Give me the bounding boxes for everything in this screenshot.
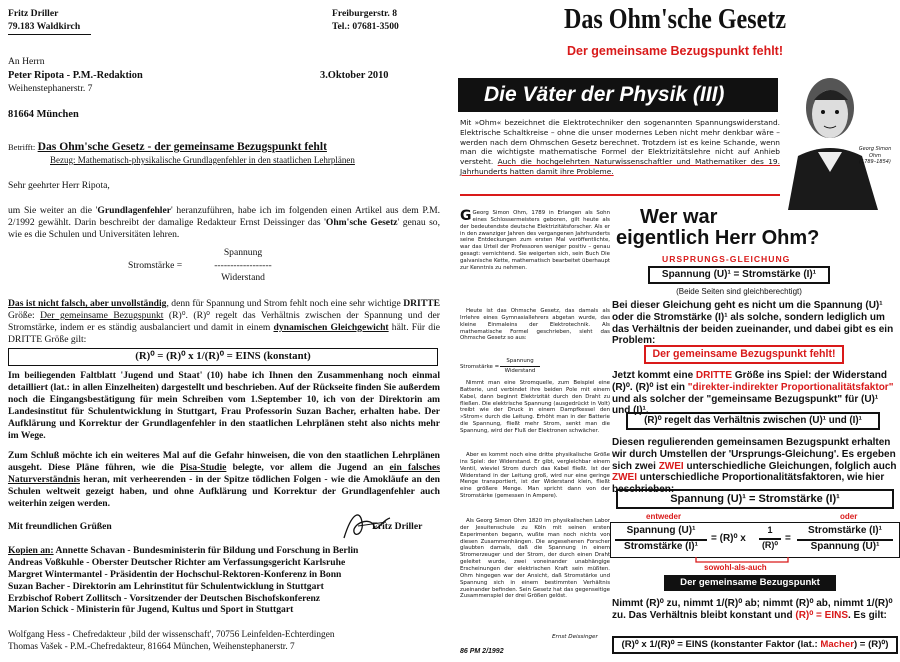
column-paragraph: G Georg Simon Ohm, 1789 in Erlangen als Sohn eines Schlossermeisters geboren, gilt heute als der bedeutendste deutsche Elektrizitätsforscher. Als er in den zwanziger Jahren des vergangenen Jahrhunderts seine Entdeckungen zum ersten Mal veröffentlichte, war das Urteil der Professoren weniger positiv – genau gesagt: vernichtend. Sie weigerten sich, sein Buch Die galvanische Kette, mathematisch bearbeitet überhaupt zur Kenntnis zu nehmen. [460,208,610,271]
footer-line: Wolfgang Hess - Chefredakteur ‚bild der wissenschaft', 70756 Leinfelden-Echterdingen [8,630,335,640]
fraction-equation-box: Spannung (U)¹ Stromstärke (I)¹ = (R)⁰ x 1 (R)⁰ = Stromstärke (I)¹ Spannung (U)¹ [610,522,900,558]
label-either: entweder [646,512,682,521]
closing: Mit freundlichen Grüßen [8,521,112,532]
label-both: sowohl-als-auch [704,563,767,572]
equation-box-2: Spannung (U)¹ = Stromstärke (I)¹ [616,489,894,509]
paragraph-third-quantity: Das ist nicht falsch, aber unvollständig, denn für Spannung und Strom fehlt noch eine sehr wichtige DRITTE Größe: Der gemeinsame Bezugspunkt (R)⁰. (R)⁰ regelt das Verhältnis zwischen der Spannung und der Stromstärke, indem er es ständig ausbalanciert und damit in einem dynamischen Gleichgewicht hält. Für die DRITTE Größe gilt: [8,298,441,345]
article-intro: Mit »Ohm« bezeichnet die Elektrotechniker den sogenannten Spannungswiderstand. Elektrische Schaltkreise – ohne die unser modernes Leben nicht mehr denkbar wäre – werden nach dem Ohmschen Gesetz berechnet. Trotzdem ist es keine Schande, wenn man die wichtigste mathematische Formel der Elektrizitätslehre nicht auf Anhieb versteht. Auch die hochgelehrten Naturwissenschaftler und Mathematiker des 19. Jahrhunderts hatten damit ihre Probleme. [460,118,780,176]
article-headline: Das Ohm'sche Gesetz [563,4,787,35]
ratio-box: (R)⁰ regelt das Verhältnis zwischen (U)¹ und (I)¹ [626,412,880,430]
red-box: Der gemeinsame Bezugspunkt fehlt! [644,345,844,364]
sender-name: Fritz Driller [8,8,59,19]
equation-box: Spannung (U)¹ = Stromstärke (I)¹ [648,266,830,284]
footer-copies [8,630,444,653]
column-formula-label: Stromstärke = [460,364,500,370]
sender-phone: Tel.: 07681-3500 [332,21,399,32]
page-footer: 86 PM 2/1992 [460,648,504,655]
right-paragraph: Diesen regulierenden gemeinsamen Bezugspunkt erhalten wir durch Umstellen der 'Ursprungs-Gleichung'. Es ergeben sich zwei ZWEI unterschiedliche Gleichungen, folglich auch ZWEI unterschiedliche Proportionalitätsfaktoren, wie hier beschrieben: [612,437,897,496]
sender-city: 79.183 Waldkirch [8,21,81,32]
paragraph-warning: Zum Schluß möchte ich ein weiteres Mal auf die Gefahr hinweisen, die von den staatlichen Lehrplänen ausgeht. Diese Pläne führen, wie die Pisa-Studie belegte, vor allem die Jugend an ein falsches Naturverständnis heran, mit verheerenden - in der Spitze tödlichen Folgen - wie die Amokläufe an den Schulen weltweit gezeigt haben, und ohne Aufklärung und Korrektur der Grundlagenfehler auch weiterhin zeigen werden. [8,450,440,509]
paragraph-faltblatt: Im beiliegenden Faltblatt 'Jugend und Staat' (10) habe ich Ihnen den Zusammenhang noch einmal detailliert (lat.: in allen Einzelheiten) dargestellt und beschrieben. Auf der Rückseite finden Sie außerdem noch die Eingangsbestätigung für mein Schreiben vom 1.September 10, ich von der Direktorin am Landesinstitut für Schulentwicklung in Stuttgart, Frau Professorin Suzan Bacher, erhalten habe. Der Aufklärung und Korrektur der Grundlagenfehler in den staatlichen Lehrplänen steht also nichts mehr im Wege. [8,370,440,441]
sender-underline [8,34,91,35]
recipient-street: Weihenstephanerstr. 7 [8,83,93,94]
salutation: Sehr geehrter Herr Ripota, [8,180,110,191]
recipient-name: Peter Ripota - P.M.-Redaktion [8,70,143,81]
copy-recipient: Marion Schick - Ministerin für Jugend, Kultus und Sport in Stuttgart [8,604,294,616]
sender-street: Freiburgerstr. 8 [332,8,398,19]
column-paragraph: Als Georg Simon Ohm 1820 im physikalischen Labor der Jesuitenschule zu Köln mit seinen ersten Experimenten begann, wußte man noch nichts von diesen Zusammenhängen. Die angesehenen Forscher glaubten damals, daß die Spannung in einem Stromerzeuger und der Strom, der durch einen Draht geleitet wurde, zwei voneinander unabhängige Erscheinungen der elektrischen Kraft sein müßten. Ohm hingegen war der Ansicht, daß Stromstärke und Spannung sich in einem bestimmten Verhältnis zueinander befinden. Sein Gesetz hat das gegenseitige Zusammenspiel der drei Größen gelöst. [460,518,610,600]
formula-numerator: Spannung [223,247,263,258]
formula-denominator: Widerstand [221,272,265,283]
subject-prefix: Betrifft: [8,142,36,152]
formula-label: Stromstärke = [128,260,183,271]
boxed-formula: (R)⁰ = (R)⁰ x 1/(R)⁰ = EINS (konstant) [135,350,311,362]
label-or: oder [840,512,858,521]
copy-recipient: Kopien an: Annette Schavan - Bundesministerin für Bildung und Forschung in Berlin [8,545,359,556]
letter-page [0,0,448,662]
subject-text: Das Ohm'sche Gesetz - der gemeinsame Bezugspunkt fehlt [37,140,327,153]
column-paragraph: Heute ist das Ohmsche Gesetz, das damals als Irrlehre eines Gymnasiallehrers abgetan wurde, das kleine Einmaleins der Elektrotechnik. Als mathematische Formel geschrieben, sieht das Ohmsche Gesetz so aus: [460,308,610,342]
copy-recipient: Andreas Voßkuhle - Oberster Deutscher Richter am Verfassungsgericht Karlsruhe [8,556,346,568]
formula-dashes: ------------------ [214,260,272,271]
portrait-caption: Georg Simon Ohm (1789–1854) [858,146,892,165]
right-paragraph: Nimmt (R)⁰ zu, nimmt 1/(R)⁰ ab; nimmt (R)⁰ ab, nimmt 1/(R)⁰ zu. Das Verhältnis bleibt konstant und (R)⁰ = EINS. Es gilt: [612,598,893,621]
question-line-2: eigentlich Herr Ohm? [616,227,820,249]
column-author: Ernst Deissinger [552,634,598,640]
article-page [452,0,900,662]
question-line-1: Wer war [640,206,718,228]
series-title: Die Väter der Physik (III) [484,83,725,106]
footer-line: Thomas Vašek - P.M.-Chefredakteur, 81664 München, Weihenstephanerstr. 7 [8,641,295,652]
black-banner: Der gemeinsame Bezugspunkt [664,575,836,591]
boxed-formula-frame [8,348,438,366]
subject-line [8,140,444,154]
final-formula-box: (R)⁰ x 1/(R)⁰ = EINS (konstanter Faktor (lat.: Macher) = (R)⁰) [612,636,898,654]
column-paragraph: Nimmt man eine Stromquelle, zum Beispiel eine Batterie, und verbindet ihre beiden Pole mit einem Kabel, dann beginnt Elektrizität durch den Draht zu fließen. Die elektrische Spannung (ausgedrückt in Volt) treibt wie der Druck in einem Dampfkessel den »Strom« durch die Leitung. Erhöht man in der Batterie die Spannung, fließt mehr Strom, senkt man die Spannung, wird der Fluß der Elektronen schwächer. [460,380,610,435]
right-paragraph: Jetzt kommt eine DRITTE Größe ins Spiel: der Widerstand (R)⁰. (R)⁰ ist ein "direkter-indirekter Proportionalitätsfaktor" und als solcher der "gemeinsame Bezugspunkt" für (U)¹ und (I)¹. [612,370,894,417]
copy-recipient: Suzan Bacher - Direktorin am Lehrinstitut für Schulentwicklung in Stuttgart [8,580,324,592]
equation-note: (Beide Seiten sind gleichberechtigt) [676,287,802,296]
red-divider [460,194,780,196]
column-formula-numerator: Spannung [506,358,534,364]
paragraph-intro: um Sie weiter an die 'Grundlagenfehler' heranzuführen, habe ich im folgenden einen Artikel aus dem P.M. 2/1992 gewählt. Darin beschreibt der damalige Redakteur Ernst Deissinger das 'Ohm'sche Gesetz' genau so, wie es die Schulen und Universitäten lehren. [8,205,441,240]
letter-date: 3.Oktober 2010 [320,70,389,81]
recipient-city: 81664 München [8,109,79,120]
right-paragraph: Bei dieser Gleichung geht es nicht um die Spannung (U)¹ oder die Stromstärke (I)¹ als solche, sondern lediglich um das Verhältnis der beiden zueinander, und dabei gibt es ein Problem: [612,300,894,347]
signature-name: Fritz Driller [372,521,423,532]
series-title-bar [458,78,788,112]
addressee-label: An Herrn [8,56,45,67]
column-paragraph: Aber es kommt noch eine dritte physikalische Größe ins Spiel: der Widerstand. Er gibt, vergleichbar einem Ventil, wieviel Strom durch das Kabel fließt. Ist der Widerstand in der Leitung groß, wird nur eine geringe Menge transportiert, ist der Widerstand klein, fließt eine größere Menge. Man spricht dann von der Stromstärke (gemessen in Ampere). [460,452,610,500]
red-banner: Der gemeinsame Bezugspunkt fehlt! [566,44,783,58]
copy-recipient: Margret Wintermantel - Präsidentin der Hochschul-Rektoren-Konferenz in Bonn [8,568,342,580]
column-formula-denominator: Widerstand [504,368,536,374]
copies-list [8,545,444,616]
reference-line: Bezug: Mathematisch-physikalische Grundlagenfehler in den staatlichen Lehrplänen [50,155,355,165]
section-title: URSPRUNGS-GLEICHUNG [662,254,791,264]
column-fraction-bar [500,366,540,367]
portrait-ohm-image [778,60,898,210]
copy-recipient: Erzbischof Robert Zollitsch - Vorsitzender der Deutschen Bischofskonferenz [8,592,321,604]
